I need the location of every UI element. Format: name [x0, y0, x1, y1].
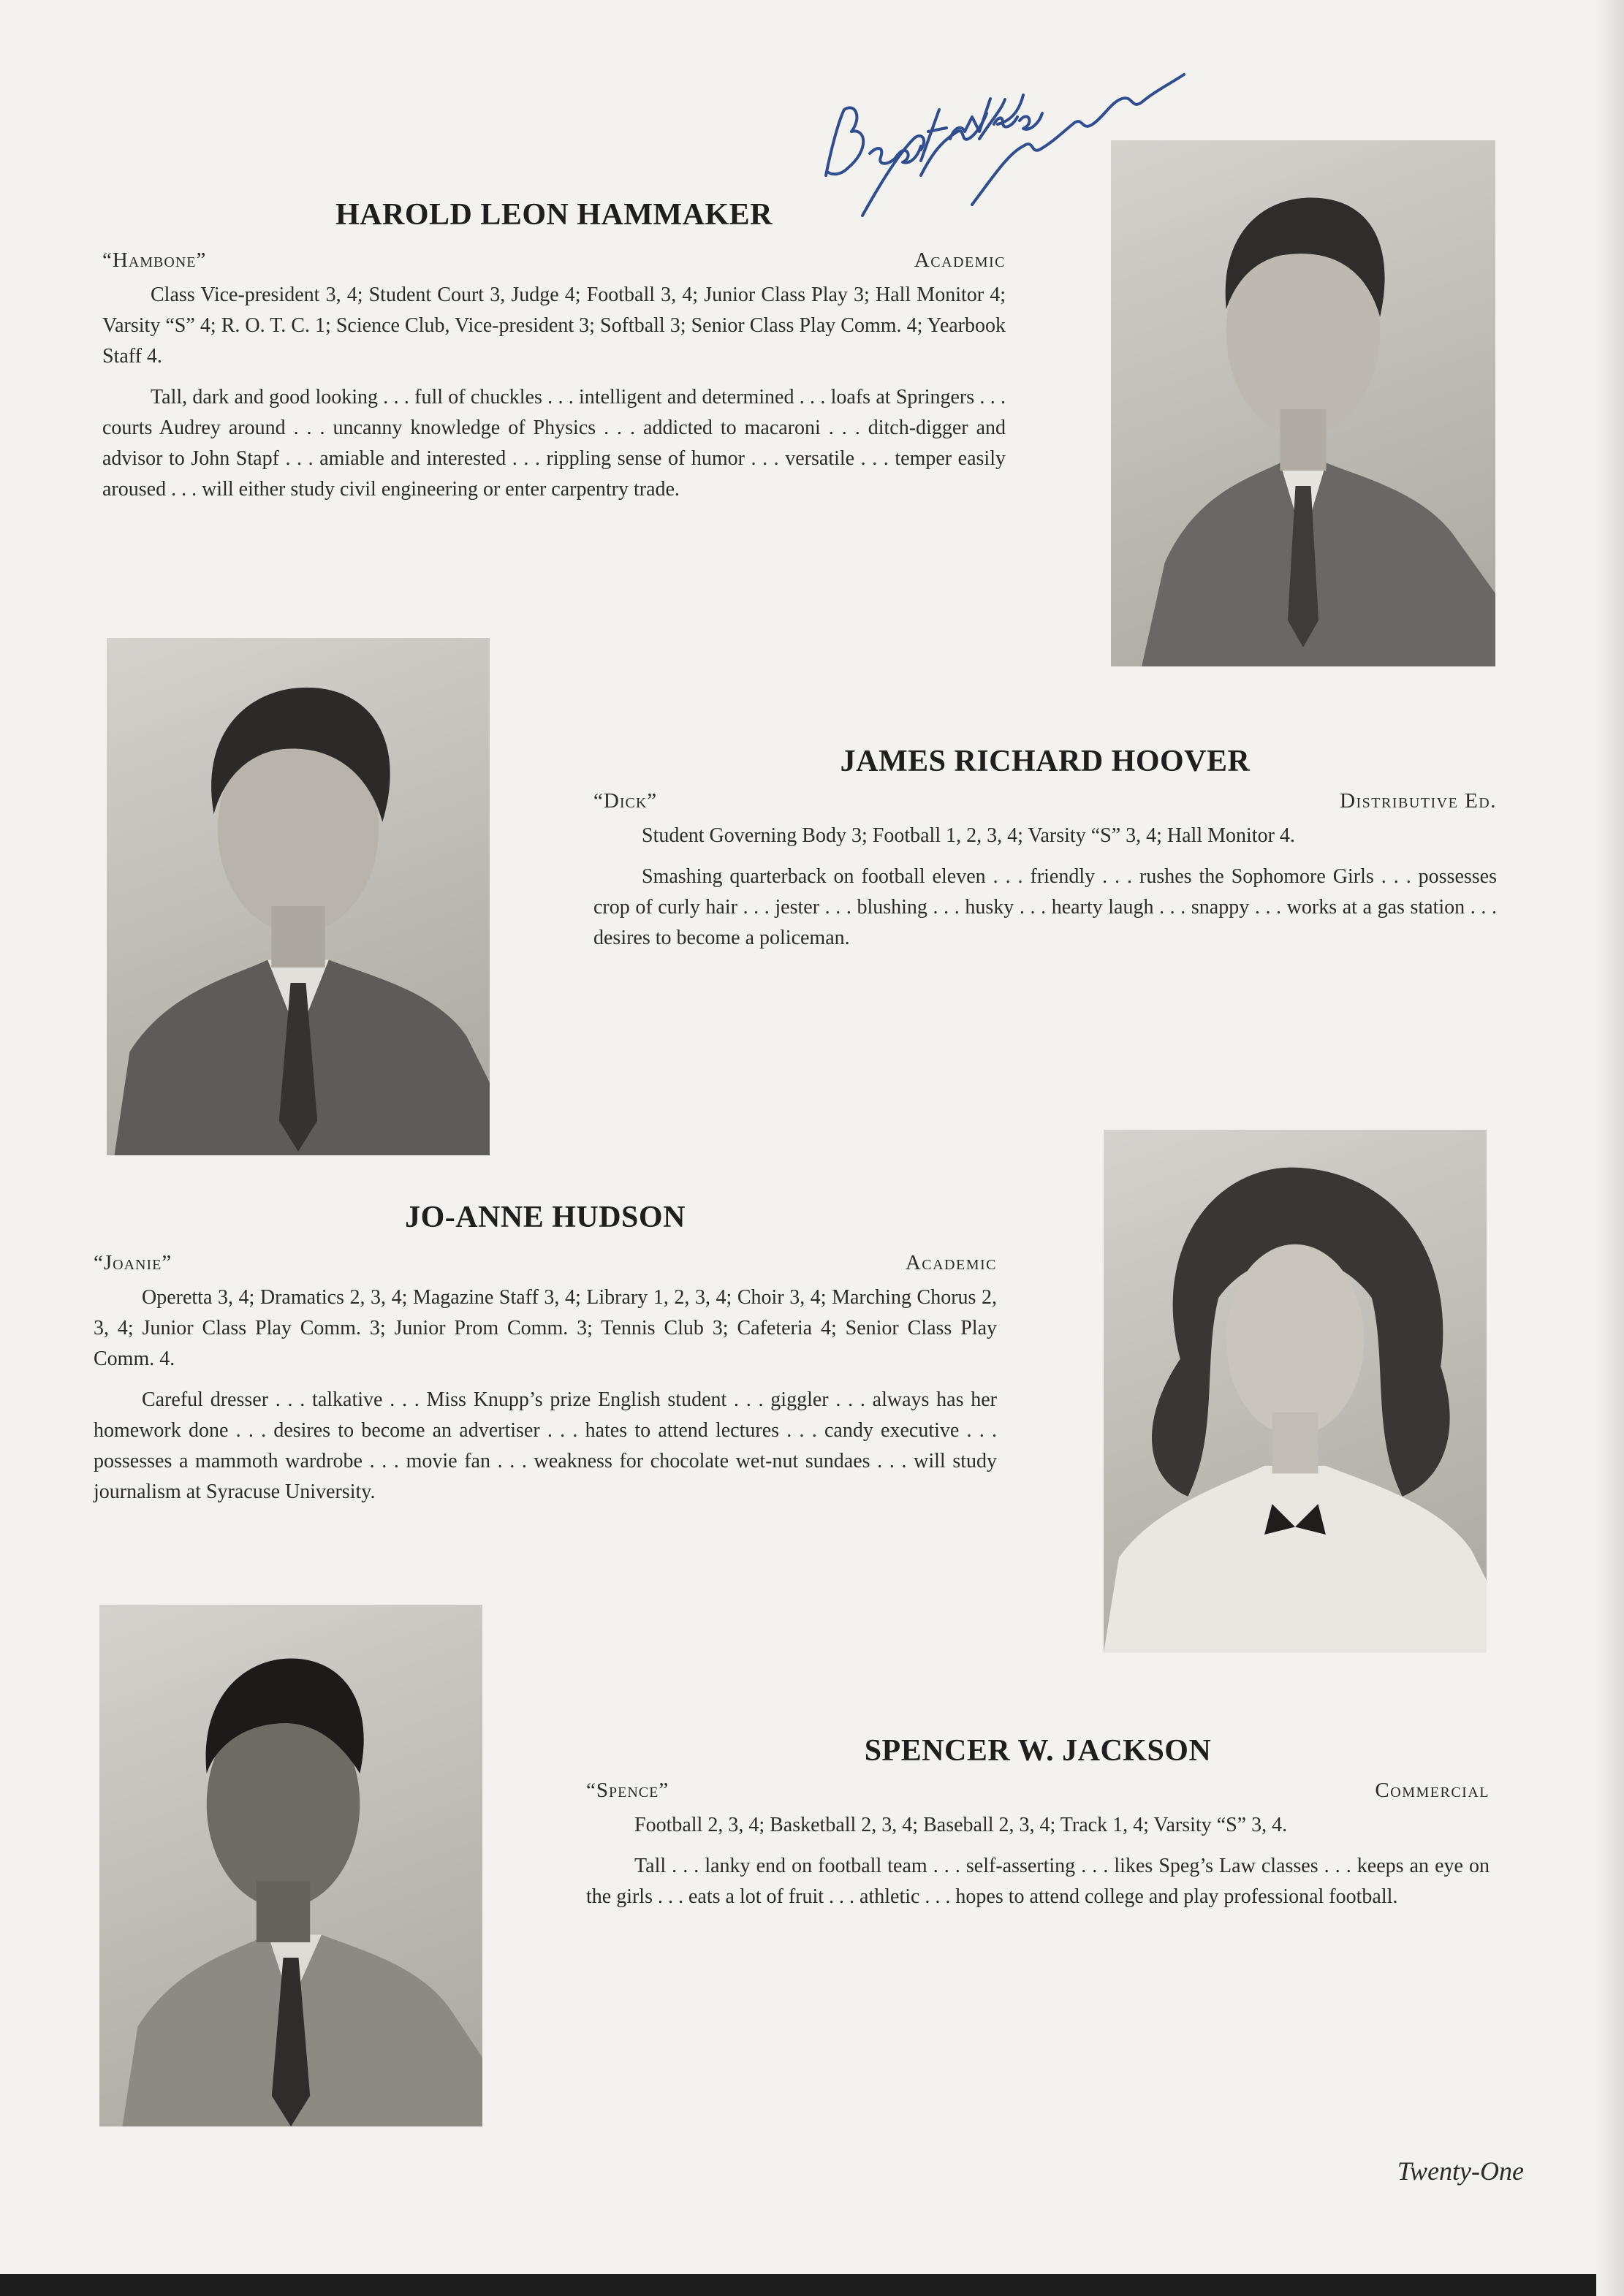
senior-activities: Student Governing Body 3; Football 1, 2, 3, 4; Varsity “S” 3, 4; Hall Monitor 4.	[642, 824, 1295, 847]
senior-activities: Class Vice-president 3, 4; Student Court 3, Judge 4; Football 3, 4; Junior Class Play 3; Hall Monitor 4; Varsity “S” 4; R. O. T. C. 1; Science Club, Vice-president 3; Softball 3; Senior Class Play Comm. 4; Yearbook Staff 4.	[102, 284, 1006, 368]
senior-name: SPENCER W. JACKSON	[864, 1734, 1212, 1768]
senior-entry	[102, 197, 1006, 505]
senior-nickname: “Dick”	[593, 789, 658, 813]
senior-description: Tall, dark and good looking . . . full of chuckles . . . intelligent and determined . . . loafs at Springers . . . courts Audrey around . . . uncanny knowledge of Physics . . . addicted to macaroni . . . ditch-digger and advisor to John Stapf . . . amiable and interested . . . rippling sense of humor . . . versatile . . . temper easily aroused . . . will either study civil engineering or enter carpentry trade.	[102, 386, 1006, 501]
senior-name: JO-ANNE HUDSON	[405, 1201, 686, 1234]
senior-entry	[586, 1733, 1490, 1912]
senior-nickname: “Joanie”	[94, 1251, 172, 1274]
senior-nickname: “Spence”	[586, 1779, 669, 1802]
senior-nickname: “Hambone”	[102, 248, 207, 272]
senior-description: Tall . . . lanky end on football team . . . self-asserting . . . likes Speg’s Law classes . . . keeps an eye on the girls . . . eats a lot of fruit . . . athletic . . . hopes to attend college and play professional football.	[586, 1855, 1490, 1908]
senior-activities: Operetta 3, 4; Dramatics 2, 3, 4; Magazine Staff 3, 4; Library 1, 2, 3, 4; Choir 3, 4; Marching Chorus 2, 3, 4; Junior Class Play Comm. 3; Junior Prom Comm. 3; Tennis Club 3; Cafeteria 4; Senior Class Play Comm. 4.	[94, 1286, 997, 1370]
senior-portrait-photo	[107, 638, 490, 1155]
senior-description: Careful dresser . . . talkative . . . Miss Knupp’s prize English student . . . giggler . . . always has her homework done . . . desires to become an advertiser . . . hates to attend lectures . . . candy executive . . . possesses a mammoth wardrobe . . . movie fan . . . weakness for chocolate wet-nut sundaes . . . will study journalism at Syracuse University.	[94, 1388, 997, 1503]
senior-portrait-photo	[1111, 140, 1495, 666]
senior-name: JAMES RICHARD HOOVER	[840, 745, 1251, 778]
senior-activities: Football 2, 3, 4; Basketball 2, 3, 4; Baseball 2, 3, 4; Track 1, 4; Varsity “S” 3, 4.	[634, 1814, 1288, 1836]
senior-description: Smashing quarterback on football eleven . . . friendly . . . rushes the Sophomore Girls . . . possesses crop of curly hair . . . jester . . . blushing . . . husky . . . hearty laugh . . . snappy . . . works at a gas station . . . desires to become a policeman.	[593, 865, 1497, 949]
senior-name: HAROLD LEON HAMMAKER	[335, 198, 773, 232]
page-number: Twenty-One	[1397, 2156, 1524, 2186]
senior-entry	[593, 744, 1497, 954]
senior-portrait-photo	[1104, 1130, 1487, 1653]
senior-course: Academic	[914, 248, 1006, 272]
senior-entry	[94, 1200, 997, 1508]
senior-course: Commercial	[1375, 1779, 1490, 1802]
senior-course: Academic	[905, 1251, 997, 1274]
senior-course: Distributive Ed.	[1340, 789, 1497, 813]
senior-portrait-photo	[99, 1605, 482, 2126]
